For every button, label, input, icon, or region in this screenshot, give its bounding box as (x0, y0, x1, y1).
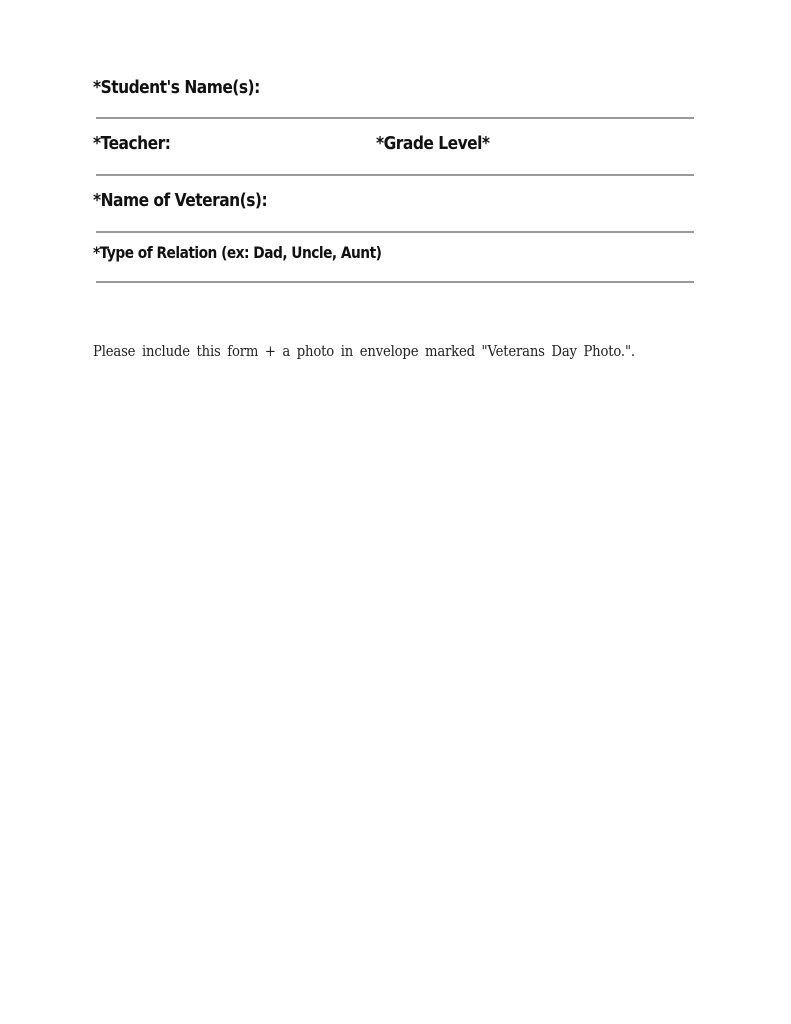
relation-label: *Type of Relation (ex: Dad, Uncle, Aunt) (93, 243, 382, 262)
grade-level-label: *Grade Level* (376, 133, 490, 154)
teacher-label: *Teacher: (93, 133, 171, 154)
relation-line[interactable] (96, 281, 694, 283)
veteran-name-line[interactable] (96, 231, 694, 233)
teacher-grade-line[interactable] (96, 174, 694, 176)
instructions-text: Please include this form + a photo in envelope marked "Veterans Day Photo.". (93, 342, 635, 360)
student-name-line[interactable] (96, 117, 694, 119)
student-name-label: *Student's Name(s): (93, 77, 260, 98)
veteran-name-label: *Name of Veteran(s): (93, 190, 268, 211)
